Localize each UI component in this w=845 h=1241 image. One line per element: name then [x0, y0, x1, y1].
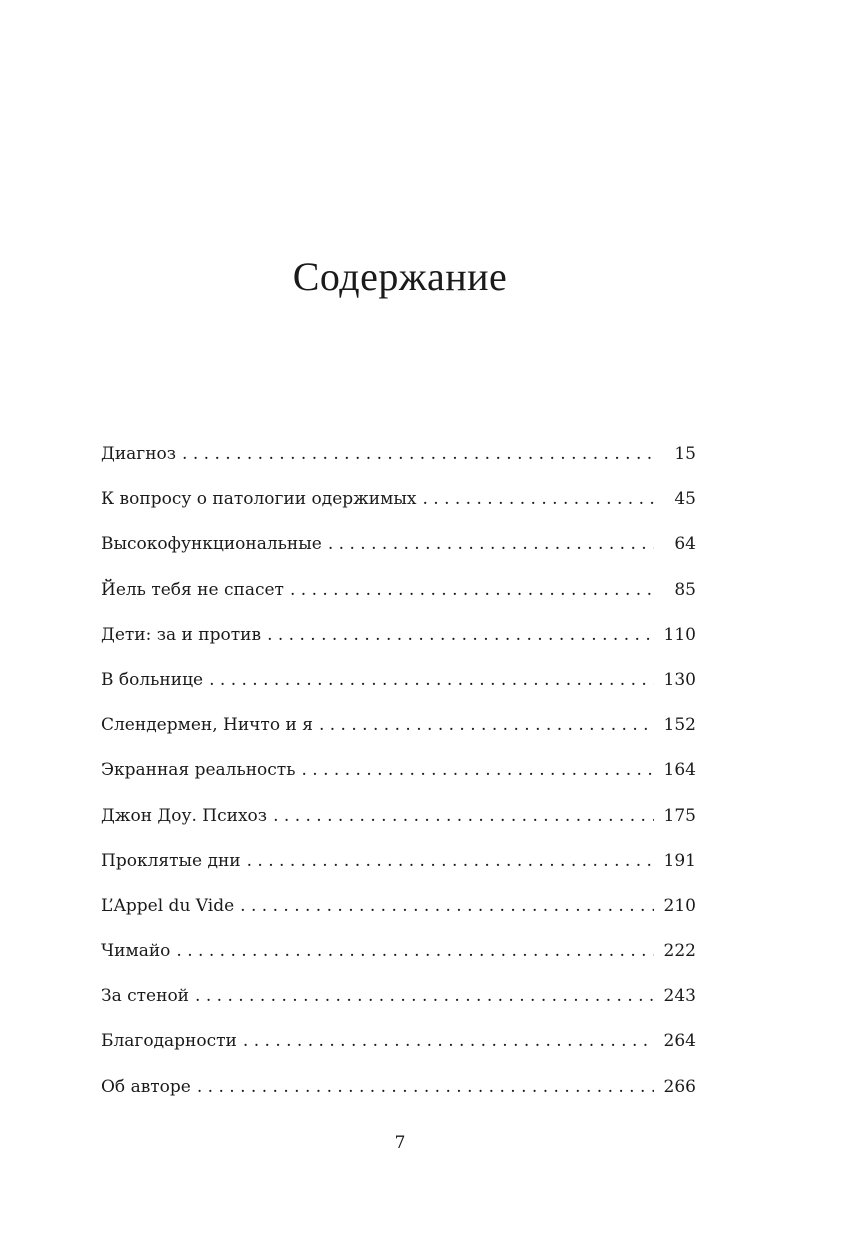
- toc-entry-title: Экранная реальность: [101, 760, 296, 781]
- dot-leader: [195, 978, 654, 1014]
- toc-entry-page: 152: [663, 715, 696, 736]
- toc-entry: [101, 888, 696, 933]
- dot-leader: [319, 707, 654, 743]
- toc-entry-page: 191: [663, 850, 696, 871]
- page-title: Содержание: [292, 254, 508, 299]
- toc-entry-page: 175: [663, 805, 696, 826]
- page-number: 7: [394, 1133, 406, 1153]
- toc-entry: [101, 978, 696, 1023]
- toc-entry: [101, 662, 696, 707]
- toc-entry: [101, 436, 696, 481]
- toc-entry: [101, 707, 696, 752]
- toc-entry-page: 243: [663, 986, 696, 1007]
- toc-entry-page: 222: [663, 941, 696, 962]
- toc-entry-page: 15: [674, 444, 696, 464]
- dot-leader: [267, 617, 654, 653]
- dot-leader: [243, 1023, 654, 1059]
- toc-entry-title: Благодарности: [101, 1031, 237, 1052]
- dot-leader: [247, 843, 654, 879]
- toc-entry-page: 85: [674, 579, 696, 600]
- toc-entry-page: 266: [663, 1076, 696, 1097]
- dot-leader: [176, 933, 654, 969]
- toc-entry-title: За стеной: [101, 986, 190, 1007]
- dot-leader: [290, 572, 654, 608]
- toc-entry: [101, 798, 696, 843]
- dot-leader: [301, 752, 654, 788]
- toc-entry-title: Дети: за и против: [101, 624, 262, 645]
- table-of-contents: [101, 436, 696, 1114]
- toc-entry-title: Высокофункциональные: [101, 534, 322, 555]
- dot-leader: [422, 481, 654, 517]
- toc-entry: [101, 526, 696, 571]
- toc-entry: [101, 572, 696, 617]
- toc-entry-title: L’Appel du Vide: [101, 895, 235, 916]
- toc-entry-page: 45: [674, 489, 696, 510]
- toc-entry: [101, 1069, 696, 1114]
- toc-entry: [101, 752, 696, 797]
- toc-entry-page: 264: [663, 1031, 696, 1052]
- toc-entry-title: К вопросу о патологии одержимых: [101, 489, 417, 510]
- toc-entry-title: Джон Доу. Психоз: [101, 805, 268, 826]
- toc-entry: [101, 843, 696, 888]
- toc-entry-page: 164: [663, 760, 696, 781]
- toc-entry-title: Об авторе: [101, 1076, 191, 1097]
- toc-entry-page: 110: [663, 624, 696, 645]
- dot-leader: [197, 1069, 654, 1105]
- toc-entry: [101, 481, 696, 526]
- toc-entry-title: Чимайо: [101, 941, 171, 962]
- dot-leader: [240, 888, 654, 924]
- toc-entry: [101, 617, 696, 662]
- toc-entry-page: 130: [663, 669, 696, 690]
- toc-entry: [101, 933, 696, 978]
- toc-entry-title: Слендермен, Ничто и я: [101, 715, 313, 736]
- toc-entry-page: 64: [674, 534, 696, 555]
- toc-entry-page: 210: [663, 895, 696, 916]
- toc-entry-title: В больнице: [101, 669, 204, 690]
- dot-leader: [328, 526, 654, 562]
- toc-entry-title: Йель тебя не спасет: [101, 579, 284, 600]
- toc-entry: [101, 1023, 696, 1068]
- toc-entry-title: Проклятые дни: [101, 850, 241, 871]
- dot-leader: [209, 662, 654, 698]
- dot-leader: [273, 798, 654, 834]
- dot-leader: [182, 436, 654, 472]
- toc-entry-title: Диагноз: [101, 444, 177, 464]
